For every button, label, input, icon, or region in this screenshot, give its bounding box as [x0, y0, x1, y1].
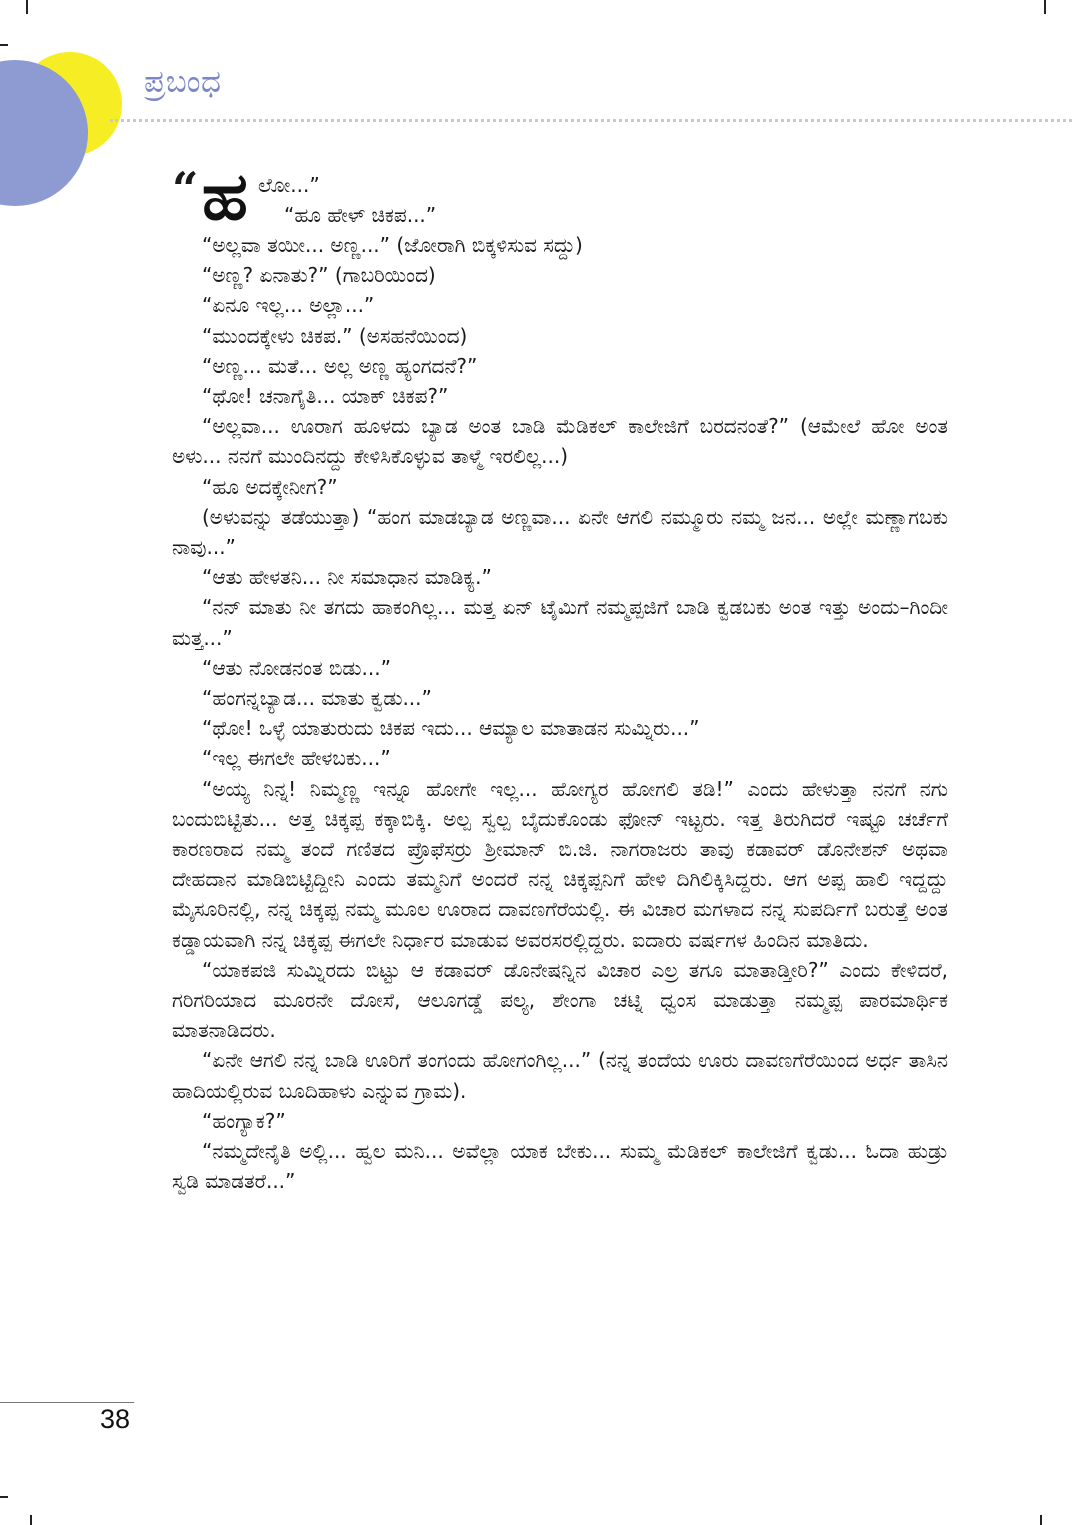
crop-mark-left-lower	[0, 1496, 8, 1498]
paragraph: “ಆತು ಹೇಳತನಿ... ನೀ ಸಮಾಧಾನ ಮಾಡಿಕ್ಯ.”	[202, 565, 492, 590]
article-body	[172, 158, 948, 1197]
paragraph: “ಏನೇ ಆಗಲಿ ನನ್ನ ಬಾಡಿ ಊರಿಗೆ ತಂಗಂದು ಹೋಗಂಗಿಲ್ಲ...” (ನನ್ನ ತಂದೆಯ ಊರು ದಾವಣಗೆರೆಯಿಂದ ಅರ್ಧ ತಾಸಿನ ಹಾದಿಯಲ್ಲಿರುವ ಬೂದಿಹಾಳು ಎನ್ನುವ ಗ್ರಾಮ).	[172, 1048, 948, 1103]
opening-quote-mark: “	[172, 162, 199, 216]
paragraph: “ಥೋ! ಒಳ್ಳೆ ಯಾತುರುದು ಚಿಕಪ ಇದು... ಆಮ್ಯಾಲ ಮಾತಾಡನ ಸುಮ್ನಿರು...”	[202, 716, 700, 741]
paragraph: “ಹಂಗ್ಯಾಕ?”	[202, 1108, 286, 1133]
paragraph: “ಅಲ್ಲವಾ ತಯೀ... ಅಣ್ಣ...” (ಜೋರಾಗಿ ಬಿಕ್ಕಳಿಸುವ ಸದ್ದು)	[202, 233, 583, 257]
crop-mark-bottom-right	[1040, 1515, 1042, 1525]
section-title: ಪ್ರಬಂಧ	[144, 64, 222, 100]
paragraph: “ಇಲ್ಲ ಈಗಲೇ ಹೇಳಬಕು...”	[202, 746, 391, 771]
paragraph: “ಥೋ! ಚನಾಗೈತಿ... ಯಾಕ್ ಚಿಕಪ?”	[202, 384, 449, 409]
crop-mark-top-left	[26, 0, 28, 14]
opening-line-rest: ಲೋ...”	[258, 173, 320, 197]
paragraph: “ಅಯ್ಯ ನಿನ್ನ! ನಿಮ್ಮಣ್ಣ ಇನ್ನೂ ಹೋಗೇ ಇಲ್ಲ... ಹೋಗ್ಯರ ಹೋಗಲಿ ತಡಿ!” ಎಂದು ಹೇಳುತ್ತಾ ನನಗೆ ನಗು ಬಂದುಬಿಟ್ಟಿತು... ಅತ್ತ ಚಿಕ್ಕಪ್ಪ ಕಕ್ಕಾಬಿಕ್ಕಿ. ಅಲ್ಪ ಸ್ವಲ್ಪ ಬೈದುಕೊಂಡು ಫೋನ್ ಇಟ್ಟರು. ಇತ್ತ ತಿರುಗಿದರೆ ಇಷ್ಟೂ ಚರ್ಚೆಗೆ ಕಾರಣರಾದ ನಮ್ಮ ತಂದೆ ಗಣಿತದ ಪ್ರೊಫೆಸರ್‍ರು ಶ್ರೀಮಾನ್ ಬಿ.ಜಿ. ನಾಗರಾಜರು ತಾವು ಕಡಾವರ್ ಡೊನೇಶನ್ ಅಥವಾ ದೇಹದಾನ ಮಾಡಿಬಿಟ್ಟಿದ್ದೀನಿ ಎಂದು ತಮ್ಮನಿಗೆ ಅಂದರೆ ನನ್ನ ಚಿಕ್ಕಪ್ಪನಿಗೆ ಹೇಳಿ ದಿಗಿಲಿಕ್ಕಿಸಿದ್ದರು. ಆಗ ಅಪ್ಪ ಹಾಲಿ ಇದ್ದದ್ದು ಮೈಸೂರಿನಲ್ಲಿ, ನನ್ನ ಚಿಕ್ಕಪ್ಪ ನಮ್ಮ ಮೂಲ ಊರಾದ ದಾವಣಗೆರೆಯಲ್ಲಿ. ಈ ವಿಚಾರ ಮಗಳಾದ ನನ್ನ ಸುಪರ್ದಿಗೆ ಬರುತ್ತೆ ಅಂತ ಕಡ್ಡಾಯವಾಗಿ ನನ್ನ ಚಿಕ್ಕಪ್ಪ ಈಗಲೇ ನಿರ್ಧಾರ ಮಾಡುವ ಅವರಸರಲ್ಲಿದ್ದರು. ಐದಾರು ವರ್ಷಗಳ ಹಿಂದಿನ ಮಾತಿದು.	[172, 776, 948, 952]
paragraph: “ಅಣ್ಣ... ಮತೆ... ಅಲ್ಲ ಅಣ್ಣ ಹ್ಯಂಗದನೆ?”	[202, 353, 478, 378]
drop-cap-letter: ಹ	[202, 158, 248, 235]
page-number-rule	[0, 1402, 134, 1403]
paragraph: “ಯಾಕಪಜಿ ಸುಮ್ನಿರದು ಬಿಟ್ಟು ಆ ಕಡಾವರ್ ಡೊನೇಷನ್ನಿನ ವಿಚಾರ ಎಲ್ರ ತಗೂ ಮಾತಾಡ್ತೀರಿ?” ಎಂದು ಕೇಳಿದರೆ, ಗರಿಗರಿಯಾದ ಮೂರನೇ ದೋಸೆ, ಆಲೂಗಡ್ಡೆ ಪಲ್ಯ, ಶೇಂಗಾ ಚಟ್ನಿ ಧ್ವಂಸ ಮಾಡುತ್ತಾ ನಮ್ಮಪ್ಪ ಪಾರಮಾರ್ಥಿಕ ಮಾತನಾಡಿದರು.	[172, 957, 948, 1043]
paragraph: “ಹಂಗನ್ನಬ್ಯಾಡ... ಮಾತು ಕ್ವಡು...”	[202, 686, 432, 711]
paragraph: “ಮುಂದಕ್ಕೇಳು ಚಿಕಪ.” (ಅಸಹನೆಯಿಂದ)	[202, 323, 468, 348]
paragraph: “ಅಣ್ಣ? ಏನಾತು?” (ಗಾಬರಿಯಿಂದ)	[202, 263, 436, 288]
crop-mark-bottom-left	[30, 1515, 32, 1525]
dotted-divider	[110, 119, 1072, 122]
paragraph: “ಹೂ ಅದಕ್ಕೇನೀಗ?”	[202, 474, 338, 499]
paragraph: “ಅಲ್ಲವಾ... ಊರಾಗ ಹೂಳದು ಬ್ಯಾಡ ಅಂತ ಬಾಡಿ ಮೆಡಿಕಲ್ ಕಾಲೇಜಿಗೆ ಬರದನಂತೆ?” (ಆಮೇಲೆ ಹೋ ಅಂತ ಅಳು... ನನಗೆ ಮುಂದಿನದ್ದು ಕೇಳಿಸಿಕೊಳ್ಳುವ ತಾಳ್ಮೆ ಇರಲಿಲ್ಲ...)	[172, 414, 948, 469]
paragraph: “ನನ್ ಮಾತು ನೀ ತಗದು ಹಾಕಂಗಿಲ್ಲ... ಮತ್ತ ಏನ್ ಟೈಮಿಗೆ ನಮ್ಮಪ್ಪಜಿಗೆ ಬಾಡಿ ಕ್ವಡಬಕು ಅಂತ ಇತ್ತು ಅಂದು–ಗಿಂದೀ ಮತ್ತ...”	[172, 595, 948, 650]
crop-mark-left-upper	[0, 44, 8, 46]
drop-cap-opening	[172, 158, 948, 235]
page-number: 38	[100, 1404, 131, 1434]
paragraph: “ಏನೂ ಇಲ್ಲ... ಅಲ್ಲಾ...”	[202, 293, 375, 318]
opening-line-reply: “ಹೂ ಹೇಳ್ ಚಿಕಪ...”	[284, 203, 437, 227]
crop-mark-top-right	[1044, 0, 1046, 14]
paragraph: “ನಮ್ಮದೇನೈತಿ ಅಲ್ಲಿ... ಹ್ವಲ ಮನಿ... ಅವೆಲ್ಲಾ ಯಾಕ ಬೇಕು... ಸುಮ್ಮ ಮೆಡಿಕಲ್ ಕಾಲೇಜಿಗೆ ಕ್ವಡು... ಓದಾ ಹುಡ್ರು ಸ್ವಡಿ ಮಾಡತರೆ...”	[172, 1139, 948, 1194]
paragraph: “ಆತು ನೋಡನಂತ ಬಿಡು...”	[202, 655, 391, 680]
paragraph: (ಅಳುವನ್ನು ತಡೆಯುತ್ತಾ) “ಹಂಗ ಮಾಡಬ್ಯಾಡ ಅಣ್ಣವಾ... ಏನೇ ಆಗಲಿ ನಮ್ಮೂರು ನಮ್ಮ ಜನ... ಅಲ್ಲೇ ಮಣ್ಣಾಗಬಕು ನಾವು...”	[172, 504, 948, 560]
